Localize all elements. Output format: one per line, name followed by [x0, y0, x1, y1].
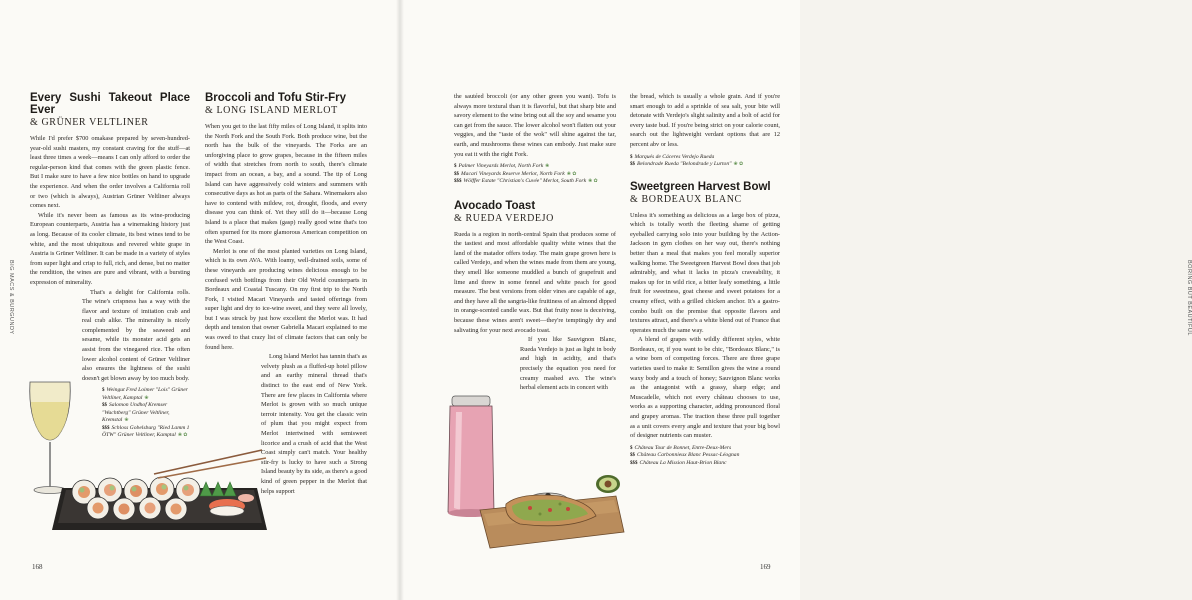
wine-name: Château Tour de Bonnet, Entre-Deux-Mers	[634, 444, 732, 451]
avocado-subtitle: & RUEDA VERDEJO	[454, 212, 554, 224]
wine-glass-icon	[30, 382, 71, 494]
organic-seal-icon: ❀ ✿	[588, 179, 598, 185]
right-page-number: 169	[760, 563, 771, 571]
wine-item	[630, 154, 780, 162]
price-tier: $$$	[630, 460, 638, 466]
organic-seal-icon: ❀ ✿	[566, 171, 577, 177]
sushi-subtitle: & GRÜNER VELTLINER	[30, 117, 149, 128]
wine-item	[454, 163, 616, 171]
broccoli-paragraph-4: the sautéed broccoli (or any other green you want). Tofu is always more textural than it is flavorful, but that sharp bite and savory element to the wine bring out all the soy and sesame you can get from the sauce. The lower alcohol won't flatten out your veggies, and the "taste of the wok" will shine against the tar, earth, and mushrooms these wines can embody. Just make sure you eat it with the right Fork.	[454, 93, 616, 158]
broccoli-paragraph-3: Long Island Merlot has tannin that's as velvety plush as a fluffed-up hotel pillow and an earthy mineral thread that's distinct to the east end of New York. There are few places in California where Merlot is grown with so much unique terroir intensity. You get the classic vein of plum that you might expect from Merlot intertwined with semisweet licorice and a crush of acid that the West Coast simply can't match. Your healthy stir-fry is lucky to have such a Strong Island beauty by its side, as there's a good kind of green pepper in the Merlot that helps support	[261, 353, 367, 495]
wine-name: Macari Vineyards Reserve Merlot, North Fork	[461, 170, 565, 177]
avocado-half-icon	[596, 475, 620, 493]
avocado-wine-list	[630, 154, 780, 169]
right-running-header: BORING BUT BEAUTIFUL	[1186, 260, 1192, 336]
sweetgreen-paragraph-1: Unless it's something as delicious as a large box of pizza, which is totally worth the fleeting shame of getting eyeballed carrying solo into your building by the Action-Jackson in gym clothes on her way out, there's nothing better than a meal that makes you feel morally superior walking home. The Sweetgreen Harvest Bowl does that job admirably, and what it lacks in pizza's craveability, it makes up for in wild rice, a bitter leafy something, a little fruit for sweetness, goat cheese and sweet potatoes for a creamy effect, with a grilled chicken anchor. It's a gastro-combo built on the premise that opposite flavors and textures attract, and there's a white blend out of France that operates much the same way.	[630, 211, 780, 334]
wine-name: Salomon Undhof Kremser "Wachtberg" Grüner Veltliner, Kremstal	[102, 402, 170, 424]
right-column-1	[454, 92, 616, 393]
price-tier: $	[630, 445, 633, 451]
wine-can-and-avocado-toast-illustration	[420, 392, 630, 552]
wine-item	[630, 452, 780, 460]
book-gutter	[396, 0, 404, 600]
price-tier: $$	[102, 403, 107, 409]
organic-seal-icon: ❀ ✿	[733, 162, 744, 168]
avocado-paragraph-1: Rueda is a region in north-central Spain that produces some of the tastiest and most affordable quality white wines that the land of the matador offers today. The main grape grown here is called Verdejo, and when the wines made from them are young, they smell like someone muddled a bunch of grapefruit and lime and threw in some fennel and white peach for good measure. The best versions from older vines are capable of age, and they have all the sangria-like fruitiness of an almond dipped in orange-scented candle wax. But that fruity nose is deceiving, because these wines aren't sweet—they're temptingly dry and salivating for your next avocado toast.	[454, 230, 616, 334]
broccoli-wine-list	[454, 163, 616, 186]
broccoli-title: Broccoli and Tofu Stir-Fry	[205, 92, 346, 104]
wine-item	[630, 445, 780, 453]
wine-name: Weingut Fred Loimer "Lois" Grüner Veltliner, Kamptal	[102, 387, 188, 401]
price-tier: $$	[630, 162, 635, 168]
wine-name: Palmer Vineyards Merlot, North Fork	[458, 163, 544, 170]
price-tier: $$	[454, 171, 459, 177]
organic-seal-icon: ❀	[124, 418, 129, 424]
wine-item	[630, 460, 780, 468]
sushi-paragraph-2: While it's never been as famous as its wine-producing European counterparts, Austria has a winemaking history just as long. Because of its cooler climate, its best wines tend to be white, and the most ubiquitous and revered white grape in Austria is Grüner Veltliner. It can be made in a variety of styles from super light and crisp to full, rich, and dense, but no matter the rendition, the wines are pure and vibrant, with a bursting expression of minerality.	[30, 211, 190, 286]
price-tier: $	[630, 154, 633, 160]
sweetgreen-wine-list	[630, 445, 780, 468]
sushi-tray-icon	[52, 450, 267, 530]
price-tier: $	[102, 388, 105, 394]
wine-can-icon	[448, 396, 494, 517]
organic-seal-icon: ❀ ✿	[177, 433, 188, 439]
price-tier: $$	[630, 453, 635, 459]
sweetgreen-subtitle: & BORDEAUX BLANC	[630, 193, 742, 205]
sweetgreen-paragraph-2: A blend of grapes with wildly different styles, white Bordeaux, or, if you want to be chic, "Bordeaux Blanc," is a wine born of competing forces. There are three grape varieties used to make it: Semillon gives the wine a round waxy body and a touch of honey; Sauvignon Blanc works as the antagonist with a grassy, sharp edge; and Muscadelle, which not every château chooses to use, works as a supporting character, adding pronounced floral and grapey aromas. The traction these three pull together as a unit covers every angle and texture that your big bowl of designer nutrients can muster.	[630, 336, 780, 440]
left-page	[0, 0, 400, 600]
wine-name: Château Carbonnieux Blanc Pessac-Léognan	[637, 452, 740, 459]
sushi-paragraph-3: That's a delight for California rolls. The wine's crispness has a way with the flavor and texture of imitation crab and real crab alike. The minerality is nicely complemented by the seaweed and sesame, while its monster acid gets an assist from the vinegared rice. The often lower alcohol content of Grüner Veltliner also ensures the lightness of the sushi doesn't get blown away by too much body.	[82, 288, 190, 382]
wine-item	[454, 178, 616, 186]
left-running-header: BIG MACS & BURGUNDY	[8, 260, 14, 335]
price-tier: $$$	[454, 179, 462, 185]
wine-name: Wölffer Estate "Christian's Cuvée" Merlot, South Fork	[463, 178, 587, 185]
broccoli-paragraph-1: When you get to the last fifty miles of Long Island, it splits into the North Fork and the South Fork. Both produce wine, but the north has the bulk of the vineyards. The Forks are an unforgiving place to grow grapes, because in the fifteen miles of width that stretches from north to south, there's climate impact from an ocean, a bay, and a sound. The tip of Long Island can have aggressively cold winters and summers with consecutive days as hot as parts of the Sahara. Winemakers also have to contend with mildew, rot, drought, floods, and every disease you can think of. Yet they still do it—because Long Island is a place that makes (gasp) really good wine that's too often spurned for its more glamorous American competition on the West Coast.	[205, 123, 367, 246]
sushi-tray-and-wine-glass-illustration	[22, 378, 272, 546]
organic-seal-icon: ❀	[144, 395, 149, 401]
avocado-title: Avocado Toast	[454, 199, 536, 212]
sushi-paragraph-1: While I'd prefer $700 omakase prepared by seven-hundred-year-old sushi masters, my constant craving for the stuff—at least three times a week—means I can only afford to order the regular-person kind that comes with the green plastic fence. But I make sure to have a few nice bottles on hand to upgrade the experience. And when the order involves a California roll or two (which is always), Austrian Grüner Veltliner always comes next.	[30, 135, 190, 210]
broccoli-subtitle: & LONG ISLAND MERLOT	[205, 105, 338, 116]
wine-name: Château La Mission Haut-Brion Blanc	[639, 459, 727, 466]
wine-name: Schloss Gobelsburg "Ried Lamm 1 ÖTW" Grüner Veltliner, Kamptal	[102, 424, 190, 439]
left-page-number: 168	[32, 563, 43, 571]
sweetgreen-title: Sweetgreen Harvest Bowl	[630, 180, 771, 193]
price-tier: $$$	[102, 425, 110, 431]
wine-name: Belondrade Rueda "Belondrade y Lurton"	[637, 161, 732, 168]
broccoli-paragraph-2: Merlot is one of the most planted varieties on Long Island, which is its own AVA. With loamy, well-drained soils, some of these vineyards are producing wines delicious enough to be confused with bottlings from their Old World counterparts in Bordeaux and Coastal Tuscany. On my first trip to the North Fork, I visited Macari Vineyards and tasted offerings from super light and dry to ice-wine sweet, and they were all lovely, but I was struck by just how excellent the Merlot was. It had depth and tension that owner Gabriella Macari explained to me was owed to that crazy list of climate factors that can only be found here.	[205, 247, 367, 351]
wine-item	[630, 161, 780, 169]
right-page	[400, 0, 1192, 600]
wine-name: Marqués de Cáceres Verdejo Rueda	[634, 153, 715, 160]
avocado-paragraph-3: the bread, which is usually a whole grain. And if you're smart enough to add a sprinkle of sea salt, your bite will detonate with Verdejo's slight salinity and a bolt of acid for every taste bud. If you're being strict on your calorie count, search out the lightweight verdant options that are 12 percent abv or less.	[630, 93, 780, 148]
price-tier: $	[454, 164, 457, 170]
organic-seal-icon: ❀	[545, 164, 550, 170]
sushi-title: Every Sushi Takeout Place Ever	[30, 92, 190, 116]
avocado-paragraph-2: If you like Sauvignon Blanc, Rueda Verdejo is just as light in body and high in acidity, and that's precisely the equation you need for creamy mashed avo. The wine's herbal element acts in concert with	[520, 336, 616, 392]
right-column-2	[630, 92, 780, 467]
